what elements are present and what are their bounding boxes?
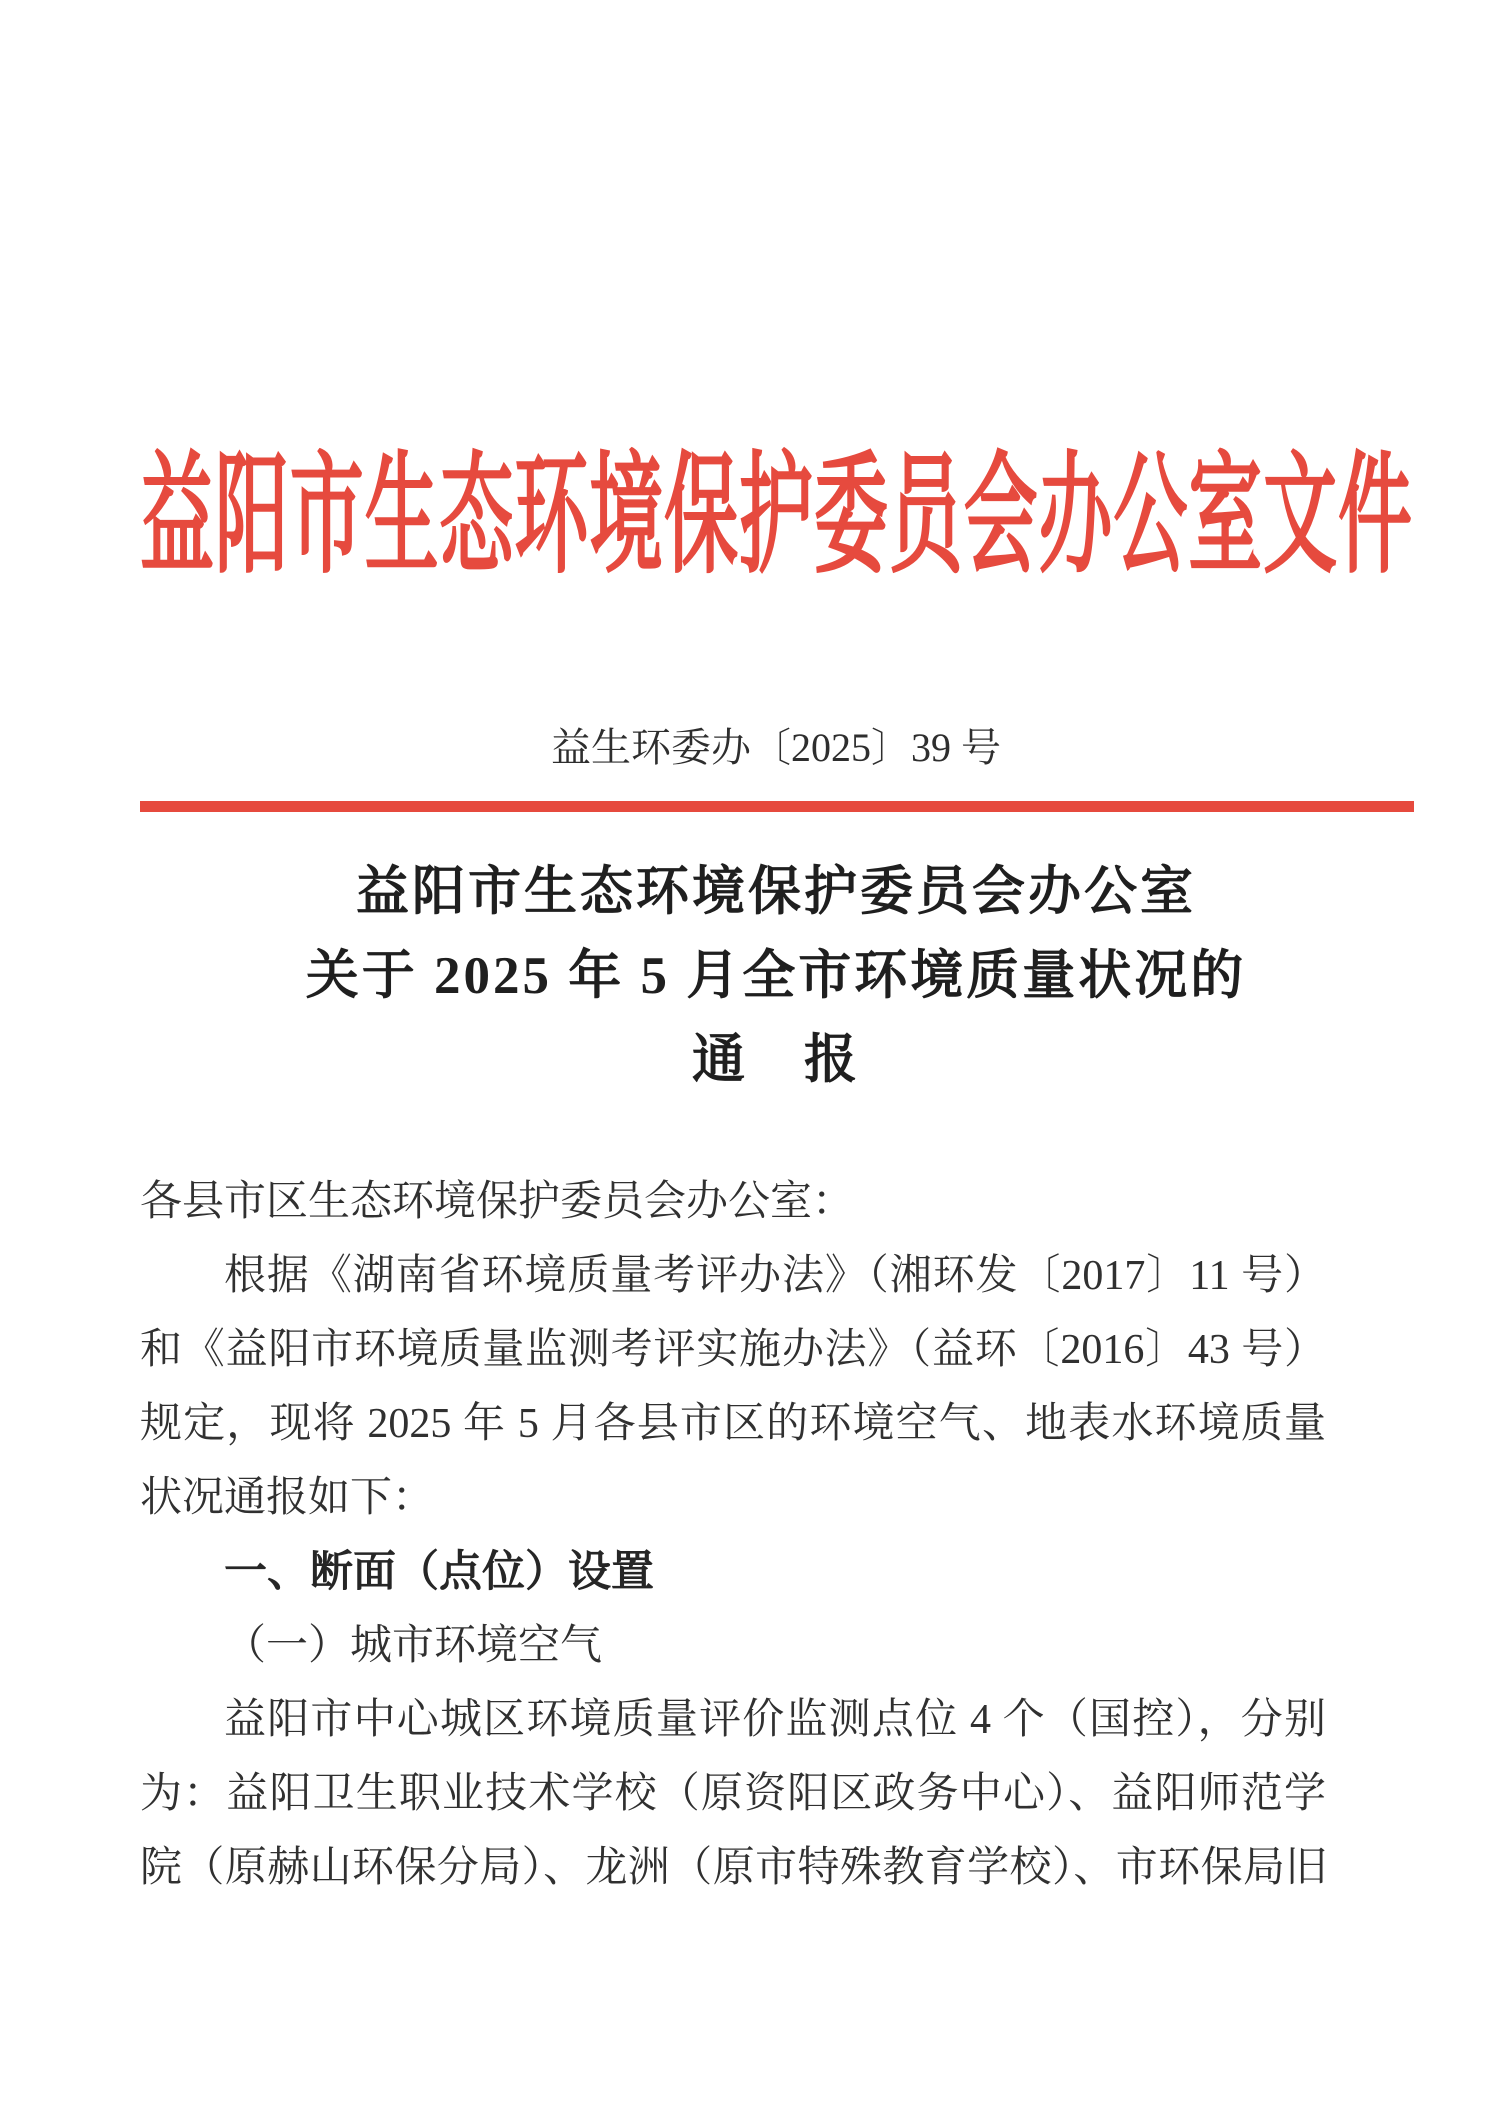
red-header-banner-title: 益阳市生态环境保护委员会办公室文件 [140,444,1412,591]
subsection-heading: （一）城市环境空气 [224,1623,603,1669]
section-heading: 一、断面（点位）设置 [224,1548,654,1596]
document-number: 益生环委办〔2025〕39 号 [551,725,1001,770]
red-separator-line [140,801,1414,812]
paragraph2-line-3: 院（原赫山环保分局）、龙洲（原市特殊教育学校）、市环保局旧 [140,1845,1326,1891]
title-line-1: 益阳市生态环境保护委员会办公室 [356,863,1196,921]
document-title [140,850,1412,1102]
title-line-3: 通 报 [692,1031,860,1089]
paragraph2-line-2: 为：益阳卫生职业技术学校（原资阳区政务中心）、益阳师范学 [140,1771,1326,1817]
salutation-line: 各县市区生态环境保护委员会办公室： [140,1179,855,1225]
paragraph2-line-1: 益阳市中心城区环境质量评价监测点位 4 个（国控），分别 [224,1697,1326,1743]
paragraph1-line-3: 规定，现将 2025 年 5 月各县市区的环境空气、地表水环境质量 [140,1401,1326,1447]
paragraph1-line-1: 根据《湖南省环境质量考评办法》（湘环发〔2017〕11 号） [224,1253,1326,1299]
document-body [140,1165,1326,1905]
title-line-2: 关于 2025 年 5 月全市环境质量状况的 [305,947,1247,1005]
paragraph1-line-2: 和《益阳市环境质量监测考评实施办法》（益环〔2016〕43 号） [140,1327,1326,1373]
paragraph1-line-4: 状况通报如下： [140,1475,435,1521]
